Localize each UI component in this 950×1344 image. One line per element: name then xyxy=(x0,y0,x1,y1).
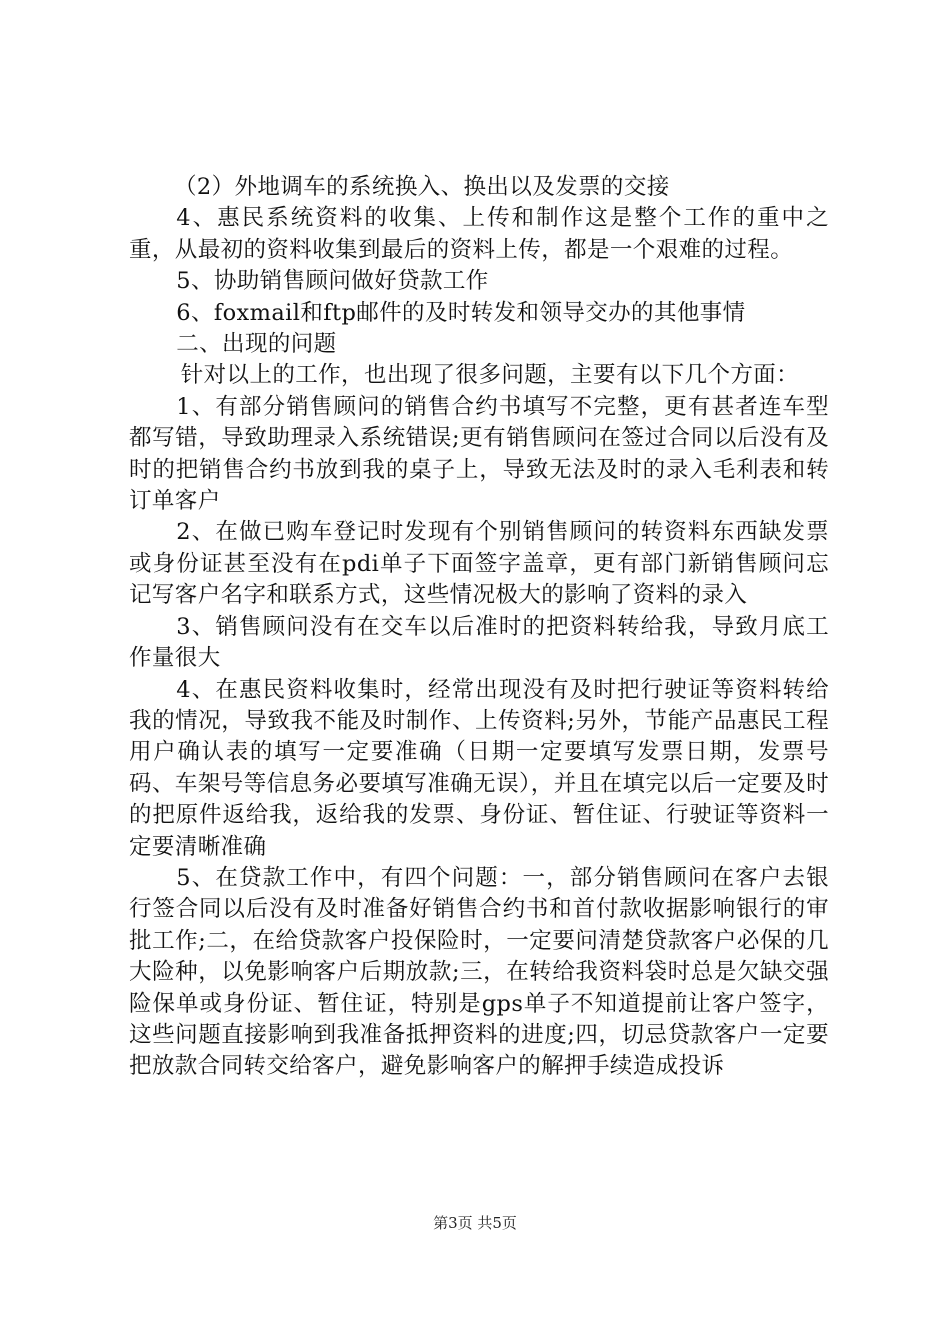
paragraph-problem-4: 4、在惠民资料收集时，经常出现没有及时把行驶证等资料转给我的情况，导致我不能及时制作、上传资料;另外，节能产品惠民工程用户确认表的填写一定要准确（日期一定要填写发票日期，发票号码、车架号等信息务必要填写准确无误），并且在填完以后一定要及时的把原件返给我，返给我的发票、身份证、暂住证、行驶证等资料一定要清晰准确 xyxy=(129,676,829,860)
paragraph-problem-2: 2、在做已购车登记时发现有个别销售顾问的转资料东西缺发票或身份证甚至没有在pdi单子下面签字盖章，更有部门新销售顾问忘记写客户名字和联系方式，这些情况极大的影响了资料的录入 xyxy=(129,519,829,609)
paragraph-mail-forward: 6、foxmail和ftp邮件的及时转发和领导交办的其他事情 xyxy=(176,299,746,326)
paragraph-problems-intro: 针对以上的工作，也出现了很多问题，主要有以下几个方面： xyxy=(180,362,800,389)
document-body xyxy=(129,172,829,1083)
paragraph-system-transfer: （2）外地调车的系统换入、换出以及发票的交接 xyxy=(174,174,670,200)
page-number-footer: 第3页 共5页 xyxy=(433,1214,517,1232)
paragraph-loan-assist: 5、协助销售顾问做好贷款工作 xyxy=(176,268,489,295)
paragraph-problem-1: 1、有部分销售顾问的销售合约书填写不完整，更有甚者连车型都写错，导致助理录入系统错误;更有销售顾问在签过合同以后没有及时的把销售合约书放到我的桌子上，导致无法及时的录入毛利表和转订单客户 xyxy=(129,393,829,515)
paragraph-problem-5: 5、在贷款工作中，有四个问题：一，部分销售顾问在客户去银行签合同以后没有及时准备好销售合约书和首付款收据影响银行的审批工作;二，在给贷款客户投保险时，一定要问清楚贷款客户必保的几大险种，以免影响客户后期放款;三，在转给我资料袋时总是欠缺交强险保单或身份证、暂住证，特别是gps单子不知道提前让客户签字，这些问题直接影响到我准备抵押资料的进度;四，切忌贷款客户一定要把放款合同转交给客户，避免影响客户的解押手续造成投诉 xyxy=(129,864,829,1080)
section-heading-problems: 二、出现的问题 xyxy=(176,331,337,358)
paragraph-problem-3: 3、销售顾问没有在交车以后准时的把资料转给我，导致月底工作量很大 xyxy=(129,613,829,672)
paragraph-huimin-materials: 4、惠民系统资料的收集、上传和制作这是整个工作的重中之重，从最初的资料收集到最后的资料上传，都是一个艰难的过程。 xyxy=(129,205,829,263)
